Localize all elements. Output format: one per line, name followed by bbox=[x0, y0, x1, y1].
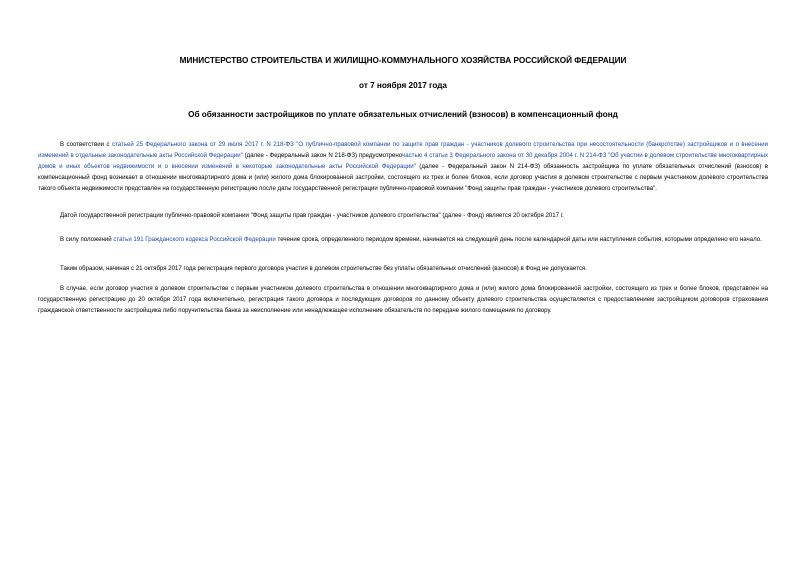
link-federal-law-214[interactable]: частью 4 статьи 3 Федерального закона от 30 декабря 2004 г. N 214-ФЗ "Об участии в долевом строительстве многоквартирных домов и иных объектов недвижимости и о внесении изменений в некоторые законодательные акты Российской Федерации" bbox=[38, 152, 769, 171]
paragraph-3-text-1: В силу положений bbox=[60, 236, 114, 243]
paragraph-3 bbox=[38, 234, 768, 245]
paragraph-1-text-1: В соответствии с bbox=[60, 141, 112, 148]
paragraph-1-text-3: (далее - Федеральный закон N 214-ФЗ) обязанность застройщика по уплате обязательных отчислений (взносов) в компенсационный фонд возникает в отношении многоквартирного дома и (или) жилого дома блокированной застройки, состоящего из трех и более блоков, если договор участия в долевом строительстве с первым участником долевого строительства такого объекта недвижимости представлен на государственную регистрацию после даты государственной регистрации публично-правовой компании "Фонд защиты прав граждан - участников долевого строительства". bbox=[38, 163, 768, 193]
paragraph-1-text-2: (далее - Федеральный закон N 218-ФЗ) предусмотрено bbox=[242, 152, 403, 160]
paragraph-5: В случае, если договор участия в долевом строительстве с первым участником долевого строительства в отношении многоквартирного дома и (или) жилого дома блокированной застройки, состоящего из трех и более блоков, представлен на государственную регистрацию до 20 октября 2017 года включительно, регистрация такого договора и последующих договоров по данному объекту долевого строительства осуществляется с предоставлением застройщиком договоров страхования гражданской ответственности застройщика либо поручительства банка за неисполнение или ненадлежащее исполнение обязательств по передаче жилого помещения по договору. bbox=[38, 285, 768, 315]
paragraph-4: Таким образом, начиная с 21 октября 2017 года регистрация первого договора участия в долевом строительстве без уплаты обязательных отчислений (взносов) в Фонд не допускается. bbox=[60, 265, 587, 272]
paragraph-2: Датой государственной регистрации публично-правовой компании "Фонд защиты прав граждан - участников долевого строительства" (далее - Фонд) является 20 октября 2017 г. bbox=[60, 212, 564, 219]
paragraph-1 bbox=[38, 139, 768, 194]
link-civil-code-191[interactable]: статьи 191 Гражданского кодекса Российской Федерации bbox=[113, 236, 276, 243]
ministry-heading: МИНИСТЕРСТВО СТРОИТЕЛЬСТВА И ЖИЛИЩНО-КОММУНАЛЬНОГО ХОЗЯЙСТВА РОССИЙСКОЙ ФЕДЕРАЦИИ bbox=[179, 56, 627, 65]
paragraph-3-text-2: течение срока, определенного периодом времени, начинается на следующий день после календарной даты или наступления события, которыми определено его начало. bbox=[275, 236, 762, 243]
link-federal-law-218[interactable]: статьей 25 Федерального закона от 29 июля 2017 г. N 218-ФЗ "О публично-правовой компании по защите прав граждан - участников долевого строительства при несостоятельности (банкротстве) застройщиков и о внесении изменений в отдельные законодательные акты Российской Федерации" bbox=[38, 141, 769, 160]
document-date: от 7 ноября 2017 года bbox=[359, 81, 447, 90]
document-title: Об обязанности застройщиков по уплате обязательных отчислений (взносов) в компенсационный фонд bbox=[188, 110, 618, 119]
